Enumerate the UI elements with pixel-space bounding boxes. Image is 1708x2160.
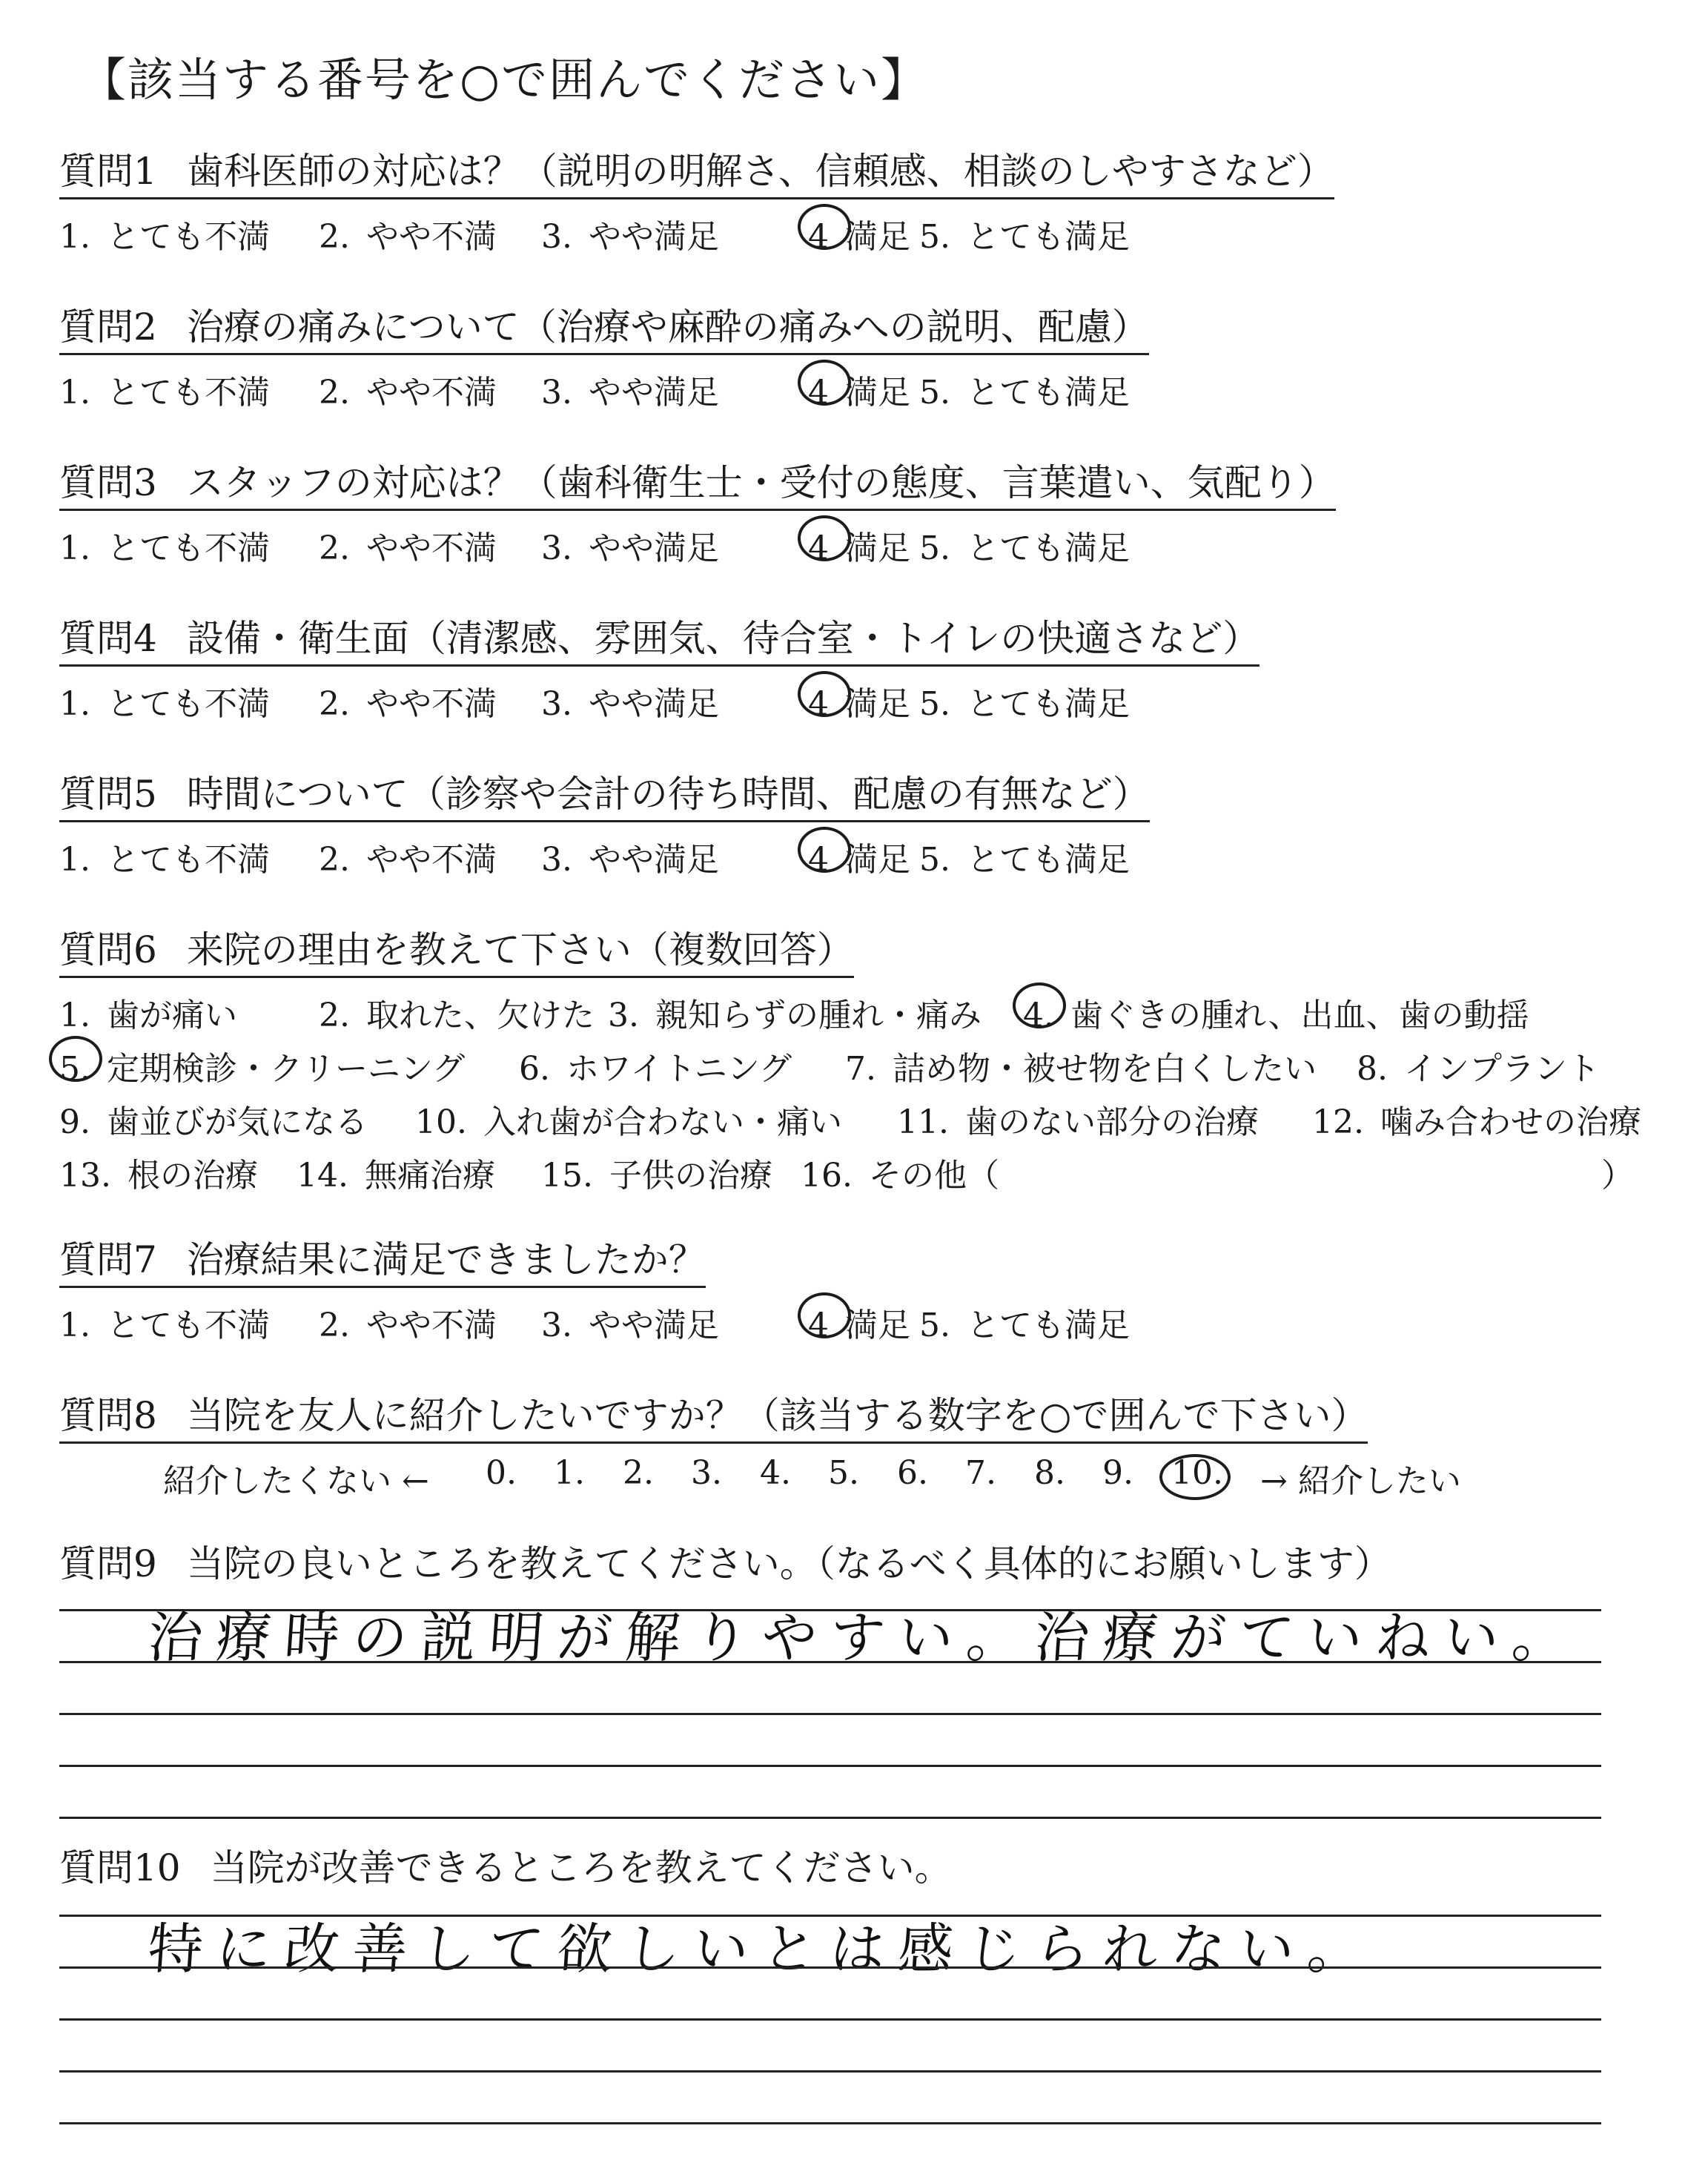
question-8 (59, 1393, 1675, 1506)
question-1-number: 質問1 (59, 150, 157, 193)
reason-option-16[interactable]: 16. その他（ (801, 1157, 999, 1195)
option-2[interactable]: 2. やや不満 (319, 374, 497, 412)
reason-option-1[interactable]: 1. 歯が痛い (59, 997, 237, 1034)
reason-option-11[interactable]: 11. 歯のない部分の治療 (897, 1103, 1259, 1141)
scale-9[interactable]: 9. (1102, 1454, 1133, 1492)
answer-line (59, 1765, 1601, 1767)
scale-right-label: → 紹介したい (1260, 1462, 1461, 1500)
question-1-text: 歯科医師の対応は？（説明の明解さ、信頼感、相談のしやすさなど） (186, 150, 1334, 193)
reason-option-14[interactable]: 14. 無痛治療 (297, 1157, 495, 1195)
question-10-handwritten-answer[interactable]: 特に改善して欲しいとは感じられない。 (145, 1918, 1378, 1981)
reason-option-7[interactable]: 7. 詰め物・被せ物を白くしたい (845, 1050, 1317, 1088)
option-5[interactable]: 5. とても満足 (919, 685, 1130, 723)
option-4[interactable]: 4 満足 (808, 521, 910, 569)
question-4 (59, 615, 1675, 723)
answer-line (59, 2122, 1601, 2124)
option-5[interactable]: 5. とても満足 (919, 218, 1130, 256)
scale-8[interactable]: 8. (1034, 1454, 1065, 1492)
option-1[interactable]: 1. とても不満 (59, 685, 270, 723)
question-7-number: 質問7 (59, 1238, 157, 1281)
scale-4[interactable]: 4. (760, 1454, 791, 1492)
question-10-text: 当院が改善できるところを教えてください。 (210, 1846, 952, 1889)
question-9-handwritten-answer[interactable]: 治療時の説明が解りやすい。治療がていねい。 (145, 1606, 1583, 1670)
answer-line (59, 1817, 1601, 1819)
hand-drawn-circle (1013, 982, 1066, 1028)
reason-option-2[interactable]: 2. 取れた、欠けた (319, 997, 595, 1034)
option-2[interactable]: 2. やや不満 (319, 841, 497, 879)
question-7 (59, 1237, 1675, 1344)
question-2-heading (59, 304, 1149, 355)
question-3 (59, 460, 1675, 567)
question-7-options (59, 1298, 1675, 1344)
answer-line (59, 1661, 1601, 1663)
question-8-heading (59, 1393, 1368, 1444)
option-5[interactable]: 5. とても満足 (919, 1307, 1130, 1344)
answer-line (59, 2070, 1601, 2073)
question-10-heading (59, 1845, 952, 1894)
hand-drawn-circle (798, 671, 851, 717)
question-5-options (59, 833, 1675, 879)
question-9 (59, 1541, 1675, 1590)
question-6 (59, 927, 1675, 1196)
question-4-heading (59, 615, 1260, 667)
option-3[interactable]: 3. やや満足 (541, 218, 719, 256)
option-1[interactable]: 1. とても不満 (59, 529, 270, 567)
question-2-text: 治療の痛みについて（治療や麻酔の痛みへの説明、配慮） (186, 305, 1149, 349)
reason-option-12[interactable]: 12. 噛み合わせの治療 (1312, 1103, 1641, 1141)
question-10-number: 質問10 (59, 1846, 181, 1889)
page-title: 【該当する番号を○で囲んでください】 (80, 53, 929, 107)
question-7-text: 治療結果に満足できましたか？ (186, 1238, 706, 1281)
option-4[interactable]: 4 満足 (808, 210, 910, 257)
scale-1[interactable]: 1. (554, 1454, 585, 1492)
option-3[interactable]: 3. やや満足 (541, 1307, 719, 1344)
scale-6[interactable]: 6. (897, 1454, 928, 1492)
reason-option-15[interactable]: 15. 子供の治療 (541, 1157, 772, 1195)
question-5-number: 質問5 (59, 773, 157, 816)
question-2 (59, 304, 1675, 412)
question-5-heading (59, 771, 1150, 822)
option-4[interactable]: 4 満足 (808, 677, 910, 724)
hand-drawn-circle (49, 1036, 102, 1082)
reason-option-4[interactable]: 4. 歯ぐきの腫れ、出血、歯の動揺 (1023, 988, 1529, 1036)
reason-option-8[interactable]: 8. インプラント (1357, 1050, 1600, 1088)
option-1[interactable]: 1. とても不満 (59, 841, 270, 879)
reason-option-9[interactable]: 9. 歯並びが気になる (59, 1103, 368, 1141)
option-4[interactable]: 4 満足 (808, 833, 910, 880)
option-2[interactable]: 2. やや不満 (319, 529, 497, 567)
question-6-options-row-2 (59, 1036, 1675, 1089)
scale-0[interactable]: 0. (486, 1454, 517, 1492)
question-6-heading (59, 927, 854, 978)
reason-option-6[interactable]: 6. ホワイトニング (519, 1050, 792, 1088)
scale-2[interactable]: 2. (623, 1454, 654, 1492)
question-1-options (59, 210, 1675, 256)
reason-option-13[interactable]: 13. 根の治療 (59, 1157, 258, 1195)
question-9-number: 質問9 (59, 1542, 157, 1585)
hand-drawn-circle (798, 360, 851, 406)
question-5 (59, 771, 1675, 879)
question-6-options-row-4 (59, 1143, 1675, 1196)
question-1-heading (59, 148, 1334, 199)
question-3-number: 質問3 (59, 461, 157, 504)
option-3[interactable]: 3. やや満足 (541, 685, 719, 723)
recommend-scale: 紹介したくない ← 0. 1. 2. 3. 4. 5. 6. 7. 8. 9. 10. → 紹介したい (163, 1454, 1461, 1500)
reason-option-3[interactable]: 3. 親知らずの腫れ・痛み (608, 997, 982, 1034)
question-3-options (59, 521, 1675, 567)
option-3[interactable]: 3. やや満足 (541, 841, 719, 879)
question-6-options-row-1 (59, 982, 1675, 1036)
question-2-number: 質問2 (59, 305, 157, 349)
option-5[interactable]: 5. とても満足 (919, 374, 1130, 412)
question-8-number: 質問8 (59, 1394, 157, 1437)
question-7-heading (59, 1237, 706, 1288)
answer-line (59, 2018, 1601, 2021)
hand-drawn-circle (798, 1292, 851, 1338)
option-4[interactable]: 4 満足 (808, 1298, 910, 1346)
option-5[interactable]: 5. とても満足 (919, 529, 1130, 567)
hand-drawn-circle (798, 515, 851, 561)
question-6-text: 来院の理由を教えて下さい（複数回答） (186, 928, 854, 971)
question-2-options (59, 366, 1675, 412)
question-6-options-row-3 (59, 1089, 1675, 1143)
reason-option-5[interactable]: 5. 定期検診・クリーニング (59, 1042, 465, 1089)
hand-drawn-circle (798, 204, 851, 250)
question-4-text: 設備・衛生面（清潔感、雰囲気、待合室・トイレの快適さなど） (186, 617, 1260, 660)
scale-3[interactable]: 3. (691, 1454, 722, 1492)
scale-7[interactable]: 7. (965, 1454, 996, 1492)
question-6-number: 質問6 (59, 928, 157, 971)
option-1[interactable]: 1. とても不満 (59, 1307, 270, 1344)
question-1 (59, 148, 1675, 256)
question-3-heading (59, 460, 1336, 511)
question-4-options (59, 677, 1675, 723)
option-1[interactable]: 1. とても不満 (59, 218, 270, 256)
scale-left-label: 紹介したくない ← (163, 1462, 429, 1500)
question-10 (59, 1845, 1675, 1894)
option-3[interactable]: 3. やや満足 (541, 374, 719, 412)
option-5[interactable]: 5. とても満足 (919, 841, 1130, 879)
question-9-text: 当院の良いところを教えてください。（なるべく具体的にお願いします） (186, 1542, 1391, 1585)
other-close-paren: ） (1601, 1157, 1634, 1195)
hand-drawn-circle (798, 827, 851, 873)
question-3-text: スタッフの対応は？（歯科衛生士・受付の態度、言葉遣い、気配り） (186, 461, 1336, 504)
reason-option-10[interactable]: 10. 入れ歯が合わない・痛い (415, 1103, 842, 1141)
answer-line (59, 1713, 1601, 1715)
option-2[interactable]: 2. やや不満 (319, 1307, 497, 1344)
option-3[interactable]: 3. やや満足 (541, 529, 719, 567)
option-2[interactable]: 2. やや不満 (319, 218, 497, 256)
question-4-number: 質問4 (59, 617, 157, 660)
option-1[interactable]: 1. とても不満 (59, 374, 270, 412)
question-8-text: 当院を友人に紹介したいですか？（該当する数字を○で囲んで下さい） (186, 1394, 1368, 1437)
question-9-heading (59, 1541, 1391, 1590)
answer-line (59, 1966, 1601, 1969)
question-5-text: 時間について（診察や会計の待ち時間、配慮の有無など） (186, 773, 1150, 816)
option-2[interactable]: 2. やや不満 (319, 685, 497, 723)
option-4[interactable]: 4 満足 (808, 366, 910, 413)
scale-5[interactable]: 5. (828, 1454, 859, 1492)
